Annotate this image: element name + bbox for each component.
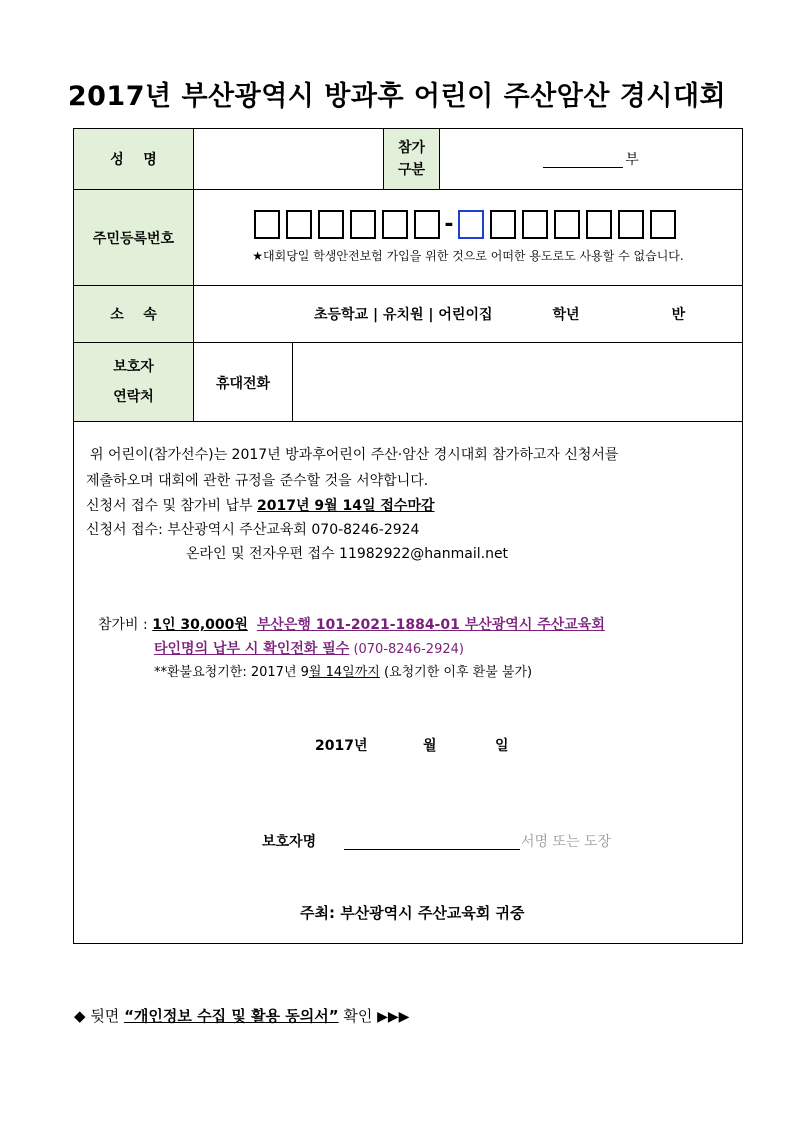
fee-label: 참가비 : <box>98 617 153 633</box>
guardian-label <box>74 343 194 421</box>
page-title: 2017년 부산광역시 방과후 어린이 주산암산 경시대회 <box>67 81 727 112</box>
rrn-field <box>194 190 742 285</box>
signature-label: 보호자명 <box>262 834 317 850</box>
triple-arrow-icon: ▶▶▶ <box>377 1009 410 1025</box>
pledge-line-4: 신청서 접수: 부산광역시 주산교육회 070-8246-2924 <box>86 522 420 538</box>
rrn-box[interactable] <box>254 210 280 239</box>
rrn-box[interactable] <box>382 210 408 239</box>
pledge-line-3 <box>86 495 435 515</box>
rrn-box[interactable] <box>286 210 312 239</box>
mobile-label: 휴대전화 <box>194 343 293 421</box>
division-field[interactable] <box>440 129 742 189</box>
division-suffix: 부 <box>625 152 639 168</box>
pledge-line-3-prefix: 신청서 접수 및 참가비 납부 <box>86 498 258 514</box>
pledge-line-5: 온라인 및 전자우편 접수 11982922@hanmail.net <box>186 546 509 562</box>
affiliation-label: 소 속 <box>74 286 194 342</box>
division-label-line1: 참가 <box>397 140 426 156</box>
host-text: 주최: 부산광역시 주산교육회 귀중 <box>300 904 525 922</box>
fee-line-2 <box>154 638 464 658</box>
footer-note <box>74 1005 409 1026</box>
row-name <box>74 129 742 190</box>
rrn-box[interactable] <box>490 210 516 239</box>
name-field[interactable] <box>194 129 384 189</box>
signature-line[interactable] <box>344 849 520 850</box>
fee-line-1 <box>98 614 605 634</box>
refund-date: 월 14일까지 <box>308 665 380 680</box>
rrn-label: 주민등록번호 <box>74 190 194 285</box>
refund-suffix: (요청기한 이후 환불 불가) <box>379 665 533 680</box>
pledge-line-1: 위 어린이(참가선수)는 2017년 방과후어린이 주산·암산 경시대회 참가하고자 신청서를 <box>90 447 619 463</box>
affiliation-options: 초등학교 | 유치원 | 어린이집 <box>314 307 493 323</box>
date-day: 일 <box>495 738 509 754</box>
affiliation-class: 반 <box>671 307 686 323</box>
footer-suffix: 확인 <box>338 1007 378 1025</box>
rrn-note: ★대회당일 학생안전보험 가입을 위한 것으로 어떠한 용도로도 사용할 수 없습니다. <box>252 249 684 263</box>
rrn-box[interactable] <box>414 210 440 239</box>
signature-hint: 서명 또는 도장 <box>521 834 612 850</box>
deadline-text: 2017년 9월 14일 접수마감 <box>257 498 435 514</box>
mobile-field[interactable] <box>293 343 742 421</box>
affiliation-grade: 학년 <box>552 307 580 323</box>
row-affiliation <box>74 286 742 343</box>
name-label: 성 명 <box>74 129 194 189</box>
rrn-boxes[interactable] <box>254 210 681 239</box>
rrn-box[interactable] <box>586 210 612 239</box>
rrn-box[interactable] <box>350 210 376 239</box>
row-rrn <box>74 190 742 286</box>
fee-amount: 1인 30,000원 <box>152 617 248 633</box>
division-label <box>384 129 440 189</box>
rrn-box[interactable] <box>618 210 644 239</box>
fee-account: 부산은행 101-2021-1884-01 부산광역시 주산교육회 <box>256 617 605 633</box>
application-form <box>73 128 743 944</box>
rrn-box[interactable] <box>554 210 580 239</box>
guardian-label-line2: 연락처 <box>113 389 154 405</box>
date-year: 2017년 <box>315 738 368 754</box>
privacy-consent-reference: “개인정보 수집 및 활용 동의서” <box>124 1007 339 1025</box>
diamond-bullet-icon: ◆ <box>74 1007 86 1025</box>
pledge-line-2: 제출하오며 대회에 관한 규정을 준수할 것을 서약합니다. <box>86 473 429 489</box>
footer-prefix: 뒷면 <box>85 1007 125 1025</box>
fee-other-phone: (070-8246-2924) <box>349 642 464 657</box>
division-label-line2: 구분 <box>397 162 426 178</box>
affiliation-field[interactable] <box>194 286 742 342</box>
date-month: 월 <box>423 738 437 754</box>
refund-prefix: **환불요청기한: 2017년 9 <box>154 665 309 680</box>
rrn-box-highlighted[interactable] <box>458 210 484 239</box>
division-blank[interactable] <box>543 151 623 168</box>
rrn-box[interactable] <box>522 210 548 239</box>
rrn-box[interactable] <box>650 210 676 239</box>
guardian-label-line1: 보호자 <box>113 359 154 375</box>
rrn-box[interactable] <box>318 210 344 239</box>
row-guardian <box>74 343 742 422</box>
fee-line-3 <box>154 661 532 680</box>
fee-other-name: 타인명의 납부 시 확인전화 필수 <box>154 641 350 657</box>
rrn-dash: - <box>444 212 454 237</box>
